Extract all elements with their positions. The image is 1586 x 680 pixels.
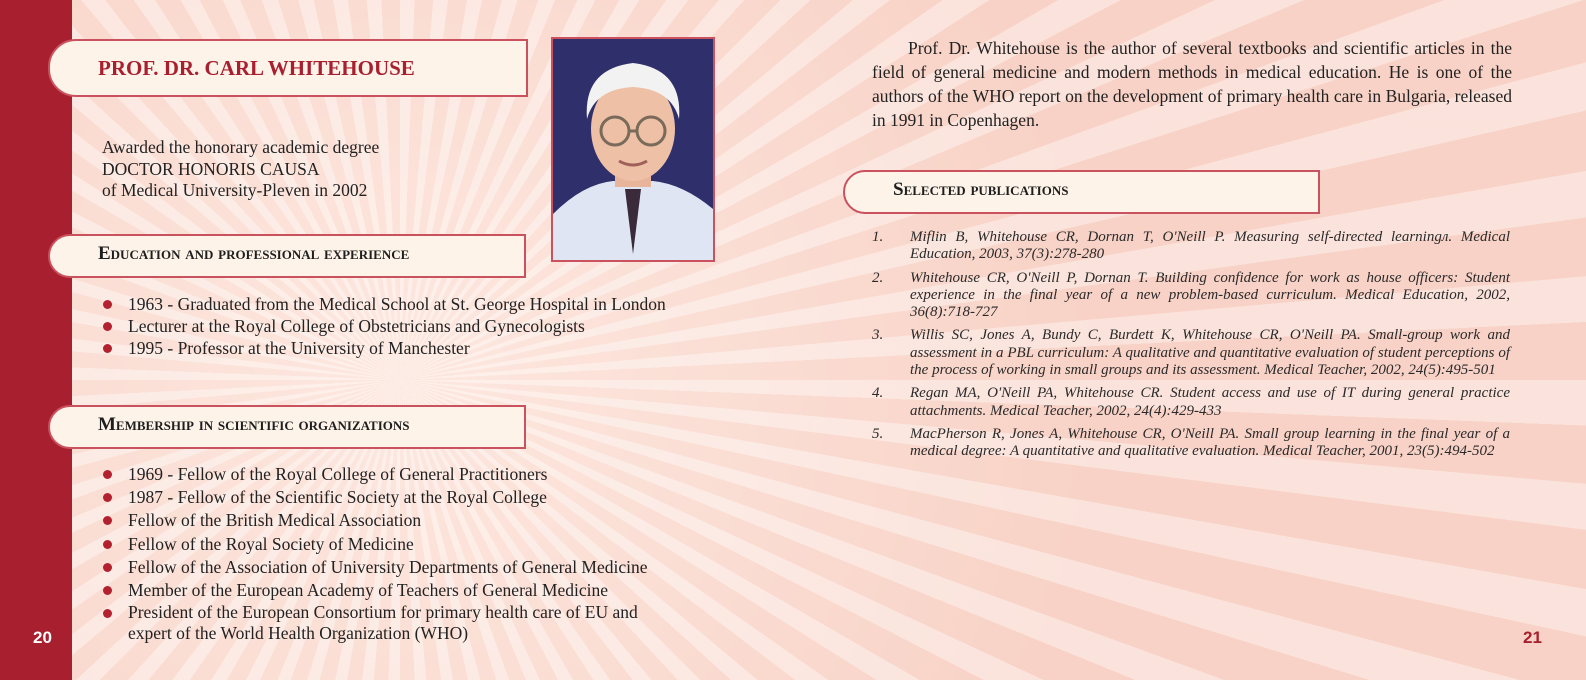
publication-item [872,327,1510,379]
list-item [103,556,648,579]
publication-text: Whitehouse CR, O'Neill P, Dornan T. Building confidence for work as house officers: Student experience in the final year of a new problem-based curriculum. Medical Education, 2002, 36(8):718-727 [910,269,1510,321]
bullet-icon [103,540,112,549]
list-item [103,337,666,359]
publication-text: MacPherson R, Jones A, Whitehouse CR, O'Neill PA. Small group learning in the final year of a medical degree: A quantitative and qualitative evaluation. Medical Teacher, 2001, 23(5):494-502 [910,425,1510,460]
list-item [103,486,648,509]
portrait-photo [551,37,715,262]
publication-text: Willis SC, Jones A, Bundy C, Burdett K, Whitehouse CR, O'Neill PA. Small-group work and assessment in a PBL curriculum: A qualitative and quantitative evaluation of student perceptions of the process of working in small groups and its assessment. Medical Teacher, 2002, 24(5):495-501 [910,327,1510,379]
publications-list [872,229,1510,467]
bullet-icon [103,344,112,353]
list-item [103,293,666,315]
publication-text: Miflin B, Whitehouse CR, Dornan T, O'Neill P. Measuring self-directed learningл. Medical Education, 2003, 37(3):278-280 [910,229,1510,263]
person-name-title: PROF. DR. CARL WHITEHOUSE [98,56,415,80]
bullet-icon [103,300,112,309]
portrait-illustration [553,39,713,260]
publication-item [872,270,1510,322]
education-heading: Education and professional experience [98,243,410,264]
list-item [103,315,666,337]
bullet-icon [103,493,112,502]
list-item-text-continued: expert of the World Health Organization (WHO) [128,623,469,644]
publication-number: 1. [872,229,884,245]
publications-heading: Selected publications [893,179,1069,200]
list-item-text: 1963 - Graduated from the Medical School at St. George Hospital in London [128,294,666,314]
bullet-icon [103,322,112,331]
membership-heading-box [48,405,526,449]
name-header-box [48,39,528,97]
publication-item [872,426,1510,461]
list-item-text: Fellow of the British Medical Association [128,510,422,531]
page-number-right: 21 [1523,628,1542,647]
bullet-icon [103,586,112,595]
list-item [103,602,648,644]
publication-number: 5. [872,425,884,442]
list-item-text: President of the European Consortium for primary health care of EU and [128,602,638,623]
list-item [103,533,648,556]
publications-heading-box [843,170,1320,214]
bullet-icon [103,516,112,525]
list-item-text: 1995 - Professor at the University of Manchester [128,338,470,358]
bullet-icon [103,470,112,479]
award-line: Awarded the honorary academic degree [102,137,380,157]
bullet-icon [103,563,112,572]
publication-item [872,385,1510,420]
list-item-text: Lecturer at the Royal College of Obstetricians and Gynecologists [128,316,585,336]
award-line: DOCTOR HONORIS CAUSA [102,158,320,179]
list-item [103,463,648,486]
list-item-text: Fellow of the Association of University Departments of General Medicine [128,556,648,577]
list-item-text: Member of the European Academy of Teachers of General Medicine [128,580,608,601]
publication-number: 4. [872,385,884,402]
membership-list [103,463,648,644]
page-number-left: 20 [33,628,52,647]
publication-text: Regan MA, O'Neill PA, Whitehouse CR. Student access and use of IT during general practice attachments. Medical Teacher, 2002, 24(4):429-433 [910,385,1510,419]
honorary-degree-text [102,137,379,202]
membership-heading: Membership in scientific organizations [98,414,410,435]
education-list [103,293,666,359]
list-item-text: 1969 - Fellow of the Royal College of General Practitioners [128,464,548,484]
publication-number: 3. [872,327,884,344]
intro-paragraph: Prof. Dr. Whitehouse is the author of several textbooks and scientific articles in the field of general medicine and modern methods in medical education. He is one of the authors of the WHO report on the development of primary health care in Bulgaria, released in 1991 in Copenhagen. [872,38,1512,130]
publication-item [872,229,1510,264]
list-item [103,579,648,602]
list-item-text: 1987 - Fellow of the Scientific Society at the Royal College [128,487,547,508]
education-heading-box [48,234,526,278]
left-margin-bar [0,0,72,680]
list-item [103,509,648,532]
bullet-icon [103,609,112,618]
publication-number: 2. [872,269,884,286]
list-item-text: Fellow of the Royal Society of Medicine [128,533,414,554]
award-line: of Medical University-Pleven in 2002 [102,180,368,200]
